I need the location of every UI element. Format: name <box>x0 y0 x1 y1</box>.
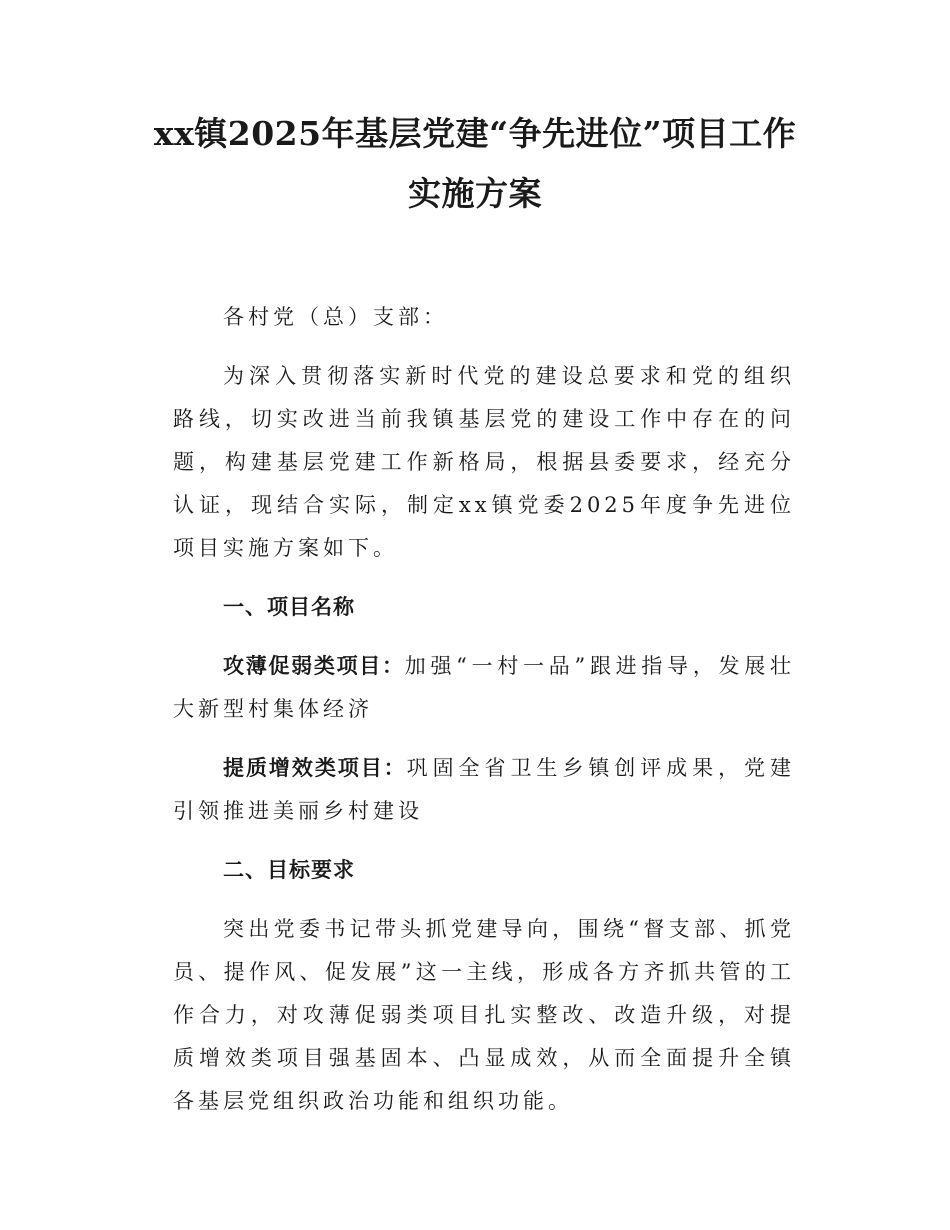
project-item-1-label: 攻薄促弱类项目： <box>223 654 405 678</box>
project-item-2-label: 提质增效类项目： <box>223 756 407 780</box>
project-item-1-text: 加强“一村一品”跟进指导，发展壮大新型村集体经济 <box>173 654 795 721</box>
section-2-heading: 二、目标要求 <box>223 858 355 882</box>
project-item-1 <box>173 645 795 731</box>
section-1-heading: 一、项目名称 <box>223 595 355 619</box>
project-item-2 <box>173 747 795 833</box>
intro-paragraph: 为深入贯彻落实新时代党的建设总要求和党的组织路线，切实改进当前我镇基层党的建设工作中存在的问题，构建基层党建工作新格局，根据县委要求，经充分认证，现结合实际，制定xx镇党委2025年度争先进位项目实施方案如下。 <box>173 364 795 560</box>
salutation: 各村党（总）支部： <box>223 305 448 329</box>
goals-paragraph: 突出党委书记带头抓党建导向，围绕“督支部、抓党员、提作风、促发展”这一主线，形成各方齐抓共管的工作合力，对攻薄促弱类项目扎实整改、改造升级，对提质增效类项目强基固本、凸显成效，从而全面提升全镇各基层党组织政治功能和组织功能。 <box>173 917 795 1113</box>
project-item-2-text: 巩固全省卫生乡镇创评成果，党建引领推进美丽乡村建设 <box>173 756 796 823</box>
document-body <box>173 296 795 1123</box>
document-title <box>100 104 850 224</box>
title-line-1: xx镇2025年基层党建“争先进位”项目工作 <box>153 114 797 153</box>
title-line-2: 实施方案 <box>408 174 542 213</box>
